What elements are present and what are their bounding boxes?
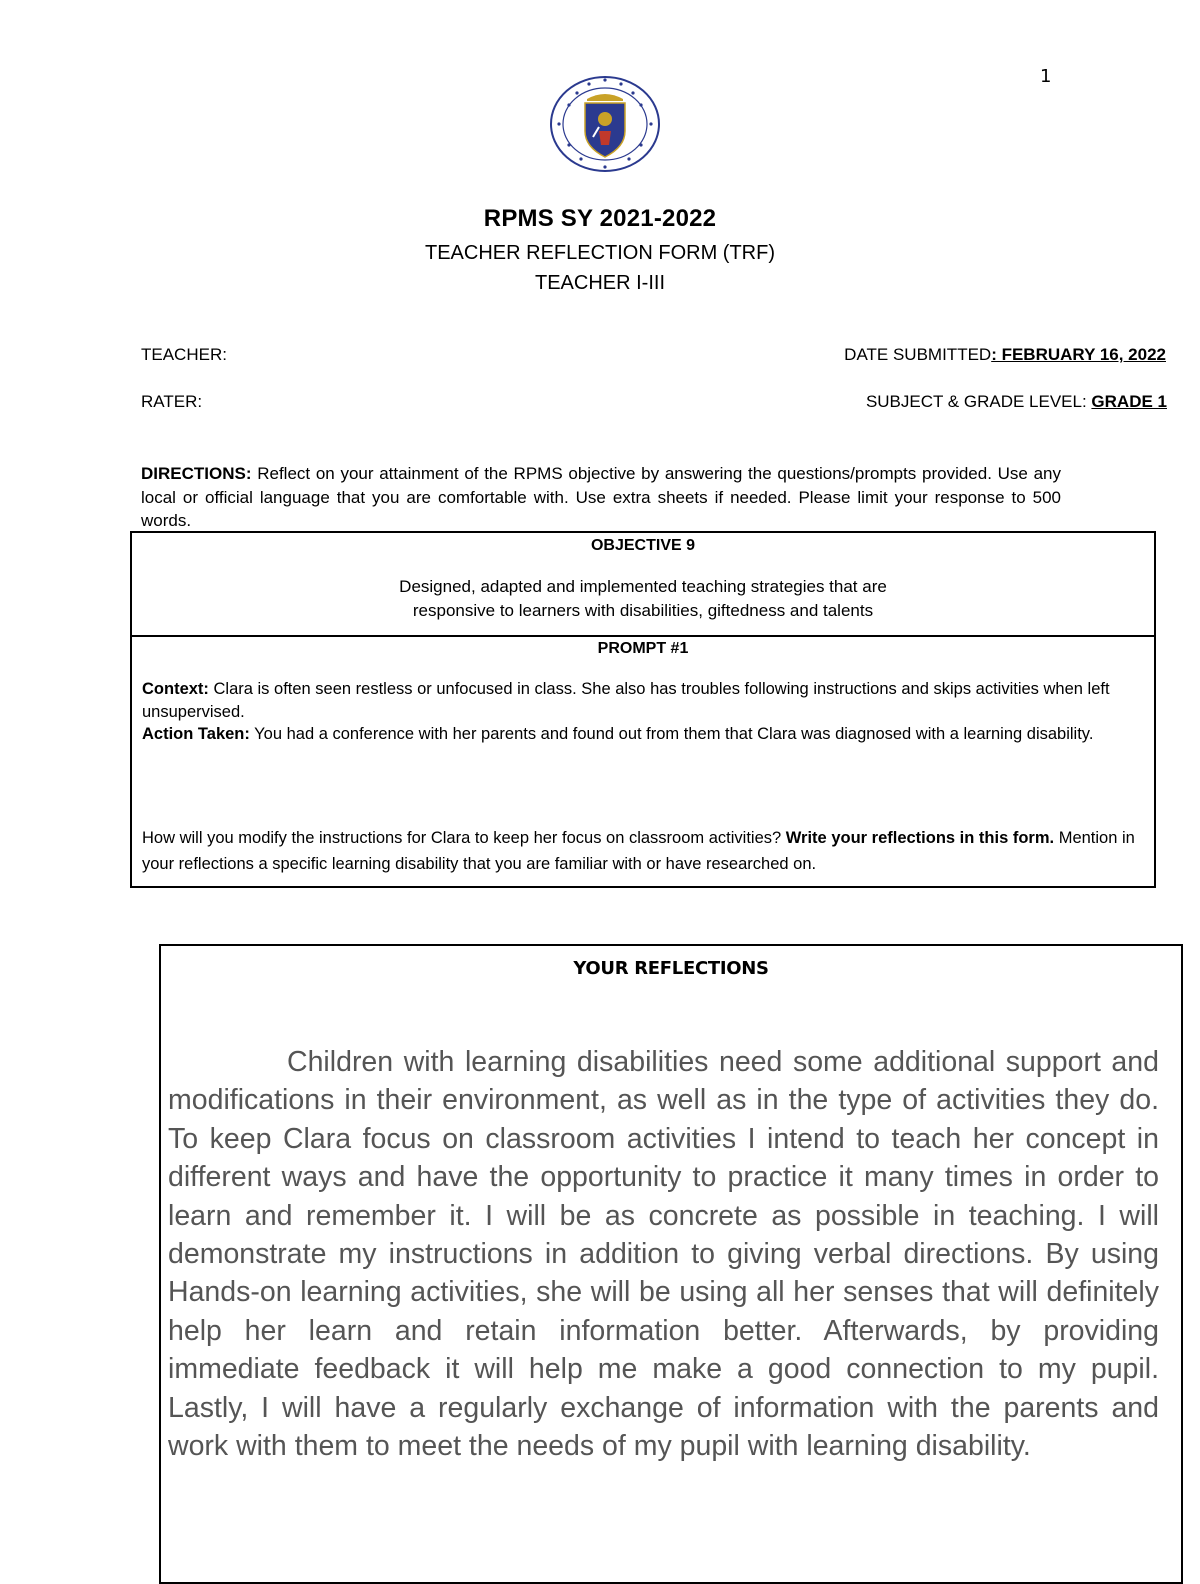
action-text: You had a conference with her parents and found out from them that Clara was diagnosed with a learning disability. [249, 725, 1094, 743]
objective-heading: OBJECTIVE 9 [590, 537, 696, 554]
date-submitted-field [844, 345, 1166, 365]
objective-prompt-box [130, 531, 1156, 888]
directions [141, 462, 1061, 533]
box-divider [132, 635, 1154, 637]
prompt-question [142, 826, 1147, 877]
context-text: Clara is often seen restless or unfocused in class. She also has troubles following instructions and skips activities when left unsupervised. [142, 680, 1110, 721]
subject-grade-label: SUBJECT & GRADE LEVEL: [865, 392, 1092, 411]
context-label: Context: [142, 680, 209, 698]
teacher-level: TEACHER I-III [534, 272, 665, 294]
question-tail: Mention in your reflections a specific learning disability that you are familiar with or have researched on. [142, 829, 1135, 873]
rater-label: RATER: [141, 392, 203, 411]
question-bold: Write your reflections in this form. [785, 829, 1055, 847]
objective-line-1: Designed, adapted and implemented teaching strategies that are [399, 577, 887, 596]
prompt-context [142, 678, 1142, 746]
page-number: 1 [1040, 66, 1052, 87]
date-submitted-value: : FEBRUARY 16, 2022 [991, 345, 1166, 364]
date-submitted-label: DATE SUBMITTED [844, 345, 992, 364]
reflections-box [159, 944, 1183, 1584]
subject-grade-field [866, 392, 1167, 412]
teacher-label: TEACHER: [141, 345, 227, 364]
directions-label: DIRECTIONS: [141, 464, 252, 483]
context-paragraph [142, 678, 1142, 723]
action-label: Action Taken: [142, 725, 250, 743]
deped-seal-icon [549, 75, 661, 173]
reflections-heading: YOUR REFLECTIONS [573, 958, 769, 979]
directions-text: Reflect on your attainment of the RPMS objective by answering the questions/prompts provided. Use any local or official language that you are comfortable with. Use extra sheets if needed. Please limit your response to 500 words. [141, 464, 1061, 530]
objective-line-2: responsive to learners with disabilities, giftedness and talents [412, 601, 874, 620]
action-paragraph [142, 723, 1142, 746]
reflections-text: Children with learning disabilities need some additional support and modifications in their environment, as well as in the type of activities they do. To keep Clara focus on classroom activities I intend to teach her concept in different ways and have the opportunity to practice it many times in order to learn and remember it. I will be as concrete as possible in teaching. I will demonstrate my instructions in addition to giving verbal directions. By using Hands-on learning activities, she will be using all her senses that will definitely help her learn and retain information better. Afterwards, by providing immediate feedback it will help me make a good connection to my pupil. Lastly, I will have a regularly exchange of information with the parents and work with them to meet the needs of my pupil with learning disability. [168, 1046, 1159, 1463]
objective-description [132, 575, 1154, 623]
subject-grade-value: GRADE 1 [1091, 392, 1167, 411]
form-subtitle: TEACHER REFLECTION FORM (TRF) [425, 242, 775, 264]
question-text: How will you modify the instructions for Clara to keep her focus on classroom activities? [142, 829, 786, 847]
form-title: RPMS SY 2021-2022 [483, 205, 717, 232]
prompt-heading: PROMPT #1 [597, 640, 689, 657]
